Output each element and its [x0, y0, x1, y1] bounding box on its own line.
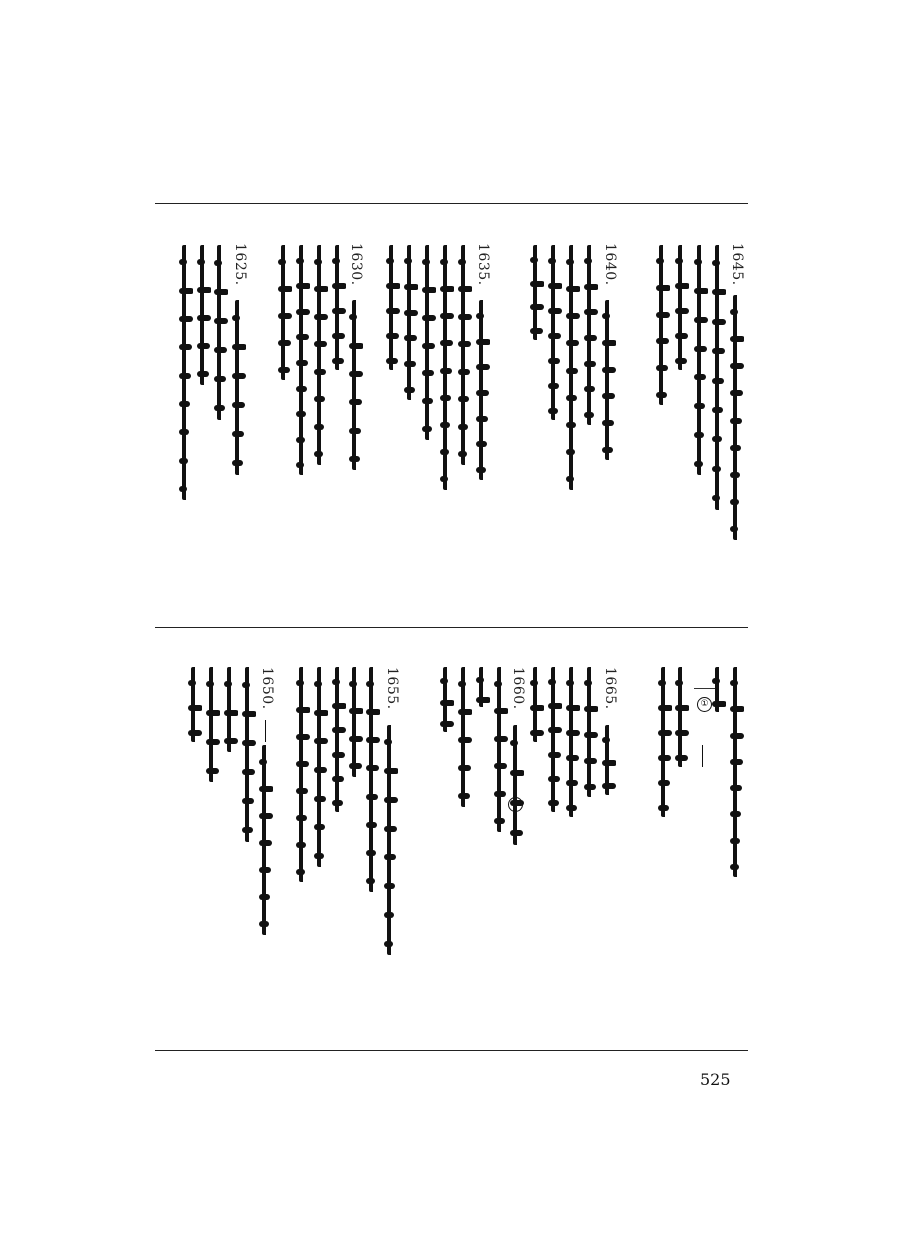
- top-rule: [155, 203, 748, 204]
- script-column: [675, 667, 689, 767]
- page-number: 525: [700, 1070, 731, 1089]
- script-column: [712, 245, 726, 510]
- script-column: [584, 667, 598, 797]
- script-column: [404, 245, 418, 400]
- script-column: [675, 245, 689, 370]
- script-column: [458, 245, 472, 465]
- script-column: [349, 667, 363, 777]
- line-number-1635: 1635.: [475, 243, 491, 286]
- line-number-1660: 1660.: [510, 667, 526, 710]
- script-column: [548, 667, 562, 812]
- line-number-1650: 1650.: [259, 667, 275, 710]
- script-column: [476, 300, 490, 480]
- line-number-1645: 1645.: [729, 243, 745, 286]
- script-column: [332, 667, 346, 812]
- script-column: [188, 667, 202, 742]
- script-column: [242, 667, 256, 842]
- script-column: [296, 667, 310, 882]
- script-column: [197, 245, 211, 385]
- script-column: [314, 245, 328, 465]
- script-column: [712, 667, 726, 712]
- script-column: [422, 245, 436, 440]
- script-column: [349, 300, 363, 470]
- footnote-marker: ①: [697, 697, 712, 712]
- bottom-rule: [155, 1050, 748, 1051]
- line-number-1625: 1625.: [232, 243, 248, 286]
- script-column: [656, 245, 670, 405]
- script-column: [602, 725, 616, 795]
- script-column: [296, 245, 310, 475]
- script-column: [566, 245, 580, 490]
- script-column: [214, 245, 228, 420]
- script-column: [259, 745, 273, 935]
- line-number-1665: 1665.: [602, 667, 618, 710]
- script-column: [179, 245, 193, 500]
- line-number-1655: 1655.: [384, 667, 400, 710]
- script-column: [224, 667, 238, 752]
- script-column: [494, 667, 508, 832]
- middle-rule: [155, 627, 748, 628]
- script-column: [278, 245, 292, 380]
- script-column: [584, 245, 598, 425]
- line-number-1640: 1640.: [602, 243, 618, 286]
- script-column: [332, 245, 346, 370]
- script-column: [232, 300, 246, 475]
- script-column: [206, 667, 220, 782]
- script-column: [458, 667, 472, 807]
- em-dash-1650: [265, 720, 266, 742]
- script-column: [658, 667, 672, 817]
- script-column: [386, 245, 400, 370]
- script-column: [694, 245, 708, 475]
- script-column: [730, 667, 744, 877]
- script-column: [602, 300, 616, 460]
- script-column: [366, 667, 380, 892]
- script-column: [440, 245, 454, 490]
- script-column: [476, 667, 490, 707]
- script-column: [510, 725, 524, 845]
- footnote-dash: [702, 745, 703, 767]
- script-column: [566, 667, 580, 817]
- script-column: [440, 667, 454, 732]
- script-column: [730, 295, 744, 540]
- script-column: [530, 667, 544, 742]
- script-column: [548, 245, 562, 420]
- script-column: [530, 245, 544, 340]
- script-column: [384, 725, 398, 955]
- script-column: [314, 667, 328, 867]
- line-number-1630: 1630.: [348, 243, 364, 286]
